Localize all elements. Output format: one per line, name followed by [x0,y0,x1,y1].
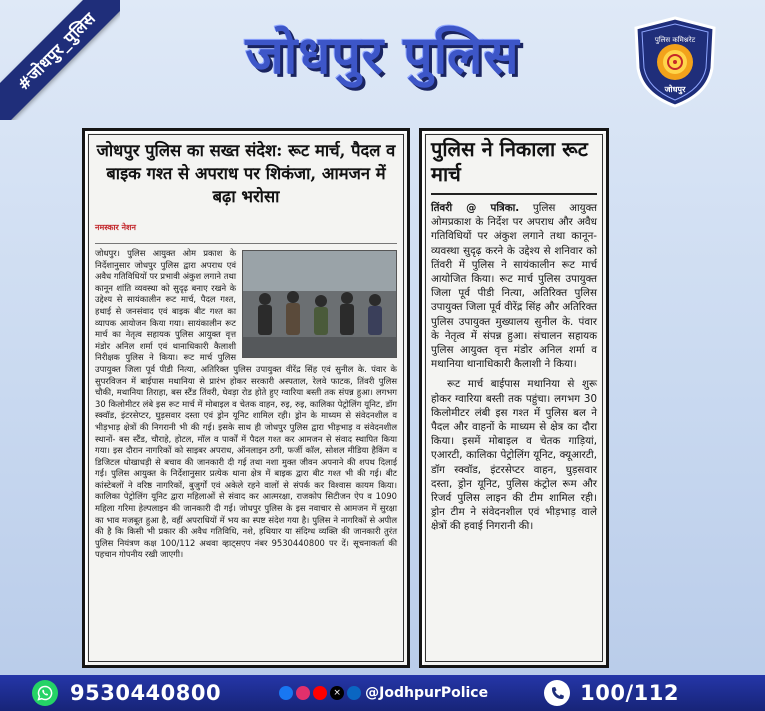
news-clipping-left [82,128,410,668]
logo-bottom-text: जोधपुर [664,85,686,94]
news-clipping-right [419,128,609,668]
sun-emblem-icon [657,44,693,80]
left-article-body: जोधपुर। पुलिस आयुक्त ओम प्रकाश के निर्देशानुसार जोधपुर पुलिस द्वारा अपराध एवं अवैध गतिविधियों पर प्रभावी अंकुश लगाने तथा कानून शांति व्यवस्था को सुदृढ़ बनाए रखने के उद्देश्य से सायंकालीन रूट मार्च, पैदल गश्त, हथाई से जनसंवाद एवं बाइक बीट गश्त का व्यापक आयोजन किया गया। सायंकालीन रूट मार्च का नेतृत्व सहायक पुलिस आयुक्त वृत्त मंडोर अनिल शर्मा एवं थानाधिकारी कैलाशी निरीक्षक पुलिस ने किया। रूट मार्च पुलिस उपायुक्त जिला पूर्व पीडी नित्या, अतिरिक्त पुलिस उपायुक्त वीरेंद्र सिंह एवं सुनील के. पंवार के सुपरविजन में बाईपास मथानिया से प्रारंभ होकर सरकारी अस्पताल, रेलवे फाटक, तिंवरी पुलिस चौकी, मथानिया तिराहा, बस स्टैंड तिंवरी, घेवड़ा रोड होते हुए ग्वारिया बस्ती तक संपन्न हुआ। लगभग 30 किलोमीटर लंबे इस रूट मार्च में मोबाइल व चेतक वाहन, रुइ, रुइ, कालिका पेट्रोलिंग यूनिट, डॉग स्क्वॉड, इंटरसेप्टर, घुड़सवार दस्ता एवं ड्रोन यूनिट शामिल रही। ड्रोन के माध्यम से संवेदनशील व भीड़भाड़ क्षेत्रों की निगरानी भी की गई। इसके साथ ही जोधपुर पुलिस द्वारा भीड़भाड़ व संवेदनशील स्थानों- बस स्टैंड, चौराहे, होटल, मॉल व पार्कों में पैदल गश्त कर आमजन से संवाद स्थापित किया गया। इस दौरान नागरिकों को साइबर अपराध, ऑनलाइन ठगी, फर्जी कॉल, सोशल मीडिया हैकिंग व डिजिटल धोखाधड़ी से बचाव की जानकारी दी गई तथा नशा मुक्त जीवन अपनाने की शपथ दिलाई गई। पुलिस आयुक्त के निर्देशानुसार प्रत्येक थाना क्षेत्र में बाइक द्वारा बीट गश्त भी की गई। बीट कांस्टेबलों ने वरिष्ठ नागरिकों, बुजुर्गों एवं अकेले रहने वालों से संपर्क कर विश्वास कायम किया। कालिका पेट्रोलिंग यूनिट द्वारा महिलाओं से संवाद कर आत्मरक्षा, राजकोप सिटीजन ऐप व 1090 महिला गरिमा हेल्पलाइन की जानकारी दी गई। जोधपुर पुलिस के इस नवाचार से आमजन में सुरक्षा का भाव मजबूत हुआ है, वहीं अपराधियों में भय का स्पष्ट संदेश गया है। पुलिस ने नागरिकों से अपील की है कि किसी भी प्रकार की अवैध गतिविधि, नशे, हथियार या संदिग्ध व्यक्ति की जानकारी तुरंत पुलिस नियंत्रण कक्ष 100/112 अथवा व्हाट्सएप नंबर 9530440800 पर दें। सूचनाकर्ता की पहचान गोपनीय रखी जाएगी। [95,248,397,560]
hashtag-ribbon-text: #जोधपुर_पुलिस [0,0,120,120]
left-article-byline: नमस्कार नेशन [95,223,136,232]
police-shield-logo [632,16,718,108]
page-title: जोधपुर पुलिस [245,26,520,86]
byline-divider [95,243,397,244]
contact-footer-bar [0,675,765,711]
instagram-icon[interactable] [296,686,310,700]
phone-call-icon[interactable] [544,680,570,706]
x-twitter-icon[interactable]: × [330,686,344,700]
social-icons [279,686,361,700]
youtube-icon[interactable] [313,686,327,700]
social-handle[interactable]: @JodhpurPolice [365,685,489,701]
logo-top-text: पुलिस कमिश्नरेट [654,36,696,44]
emergency-number[interactable]: 100/112 [580,681,679,705]
right-article-para2: रूट मार्च बाईपास मथानिया से शुरू होकर ग्वारिया बस्ती तक पहुंचा। लगभग 30 किलोमीटर लंबी इस गश्त में पुलिस बल ने पैदल और वाहनों के माध्यम से क्षेत्र का दौरा किया। इसमें मोबाइल व चेतक गाड़ियां, एआरटी, कालिका पेट्रोलिंग यूनिट, क्यूआरटी, डॉग स्क्वॉड, इंटरसेप्टर वाहन, घुड़सवार दस्ता, ड्रोन यूनिट, पुलिस कंट्रोल रूम और रिजर्व पुलिस लाइन की टीम शामिल रही। ड्रोन टीम ने संवेदनशील एवं भीड़भाड़ वाले क्षेत्रों की हवाई निगरानी की। [431,378,597,533]
route-march-photo [242,250,397,358]
right-article-headline: पुलिस ने निकाला रूट मार्च [431,137,597,195]
facebook-icon[interactable] [279,686,293,700]
whatsapp-icon[interactable] [32,680,58,706]
right-article-para1: पुलिस आयुक्त ओमप्रकाश के निर्देश पर अपराध और अवैध गतिविधियों पर अंकुश लगाने तथा कानून-व्यवस्था सुदृढ़ करने के उद्देश्य से शनिवार को तिंवरी में पुलिस ने सायंकालीन रूट मार्च आयोजित किया। रूट मार्च पुलिस उपायुक्त जिला पूर्व पीडी नित्या, अतिरिक्त पुलिस उपायुक्त जिला पूर्व वीरेंद्र सिंह और अतिरिक्त पुलिस उपायुक्त मुख्यालय सुनील के. पंवार के नेतृत्व में संपन्न हुआ। संचालन सहायक पुलिस आयुक्त वृत्त मंडोर अनिल शर्मा व मथानिया थानाधिकारी कैलाशी ने किया। [431,202,597,371]
whatsapp-number[interactable]: 9530440800 [70,681,222,705]
right-article-dateline: तिंवरी @ पत्रिका. [431,202,520,214]
right-article-body-1 [431,201,597,371]
threads-icon[interactable] [347,686,361,700]
left-article-headline: जोधपुर पुलिस का सख्त संदेश: रूट मार्च, पैदल व बाइक गश्त से अपराध पर शिकंजा, आमजन में बढ़ा भरोसा [96,141,396,206]
